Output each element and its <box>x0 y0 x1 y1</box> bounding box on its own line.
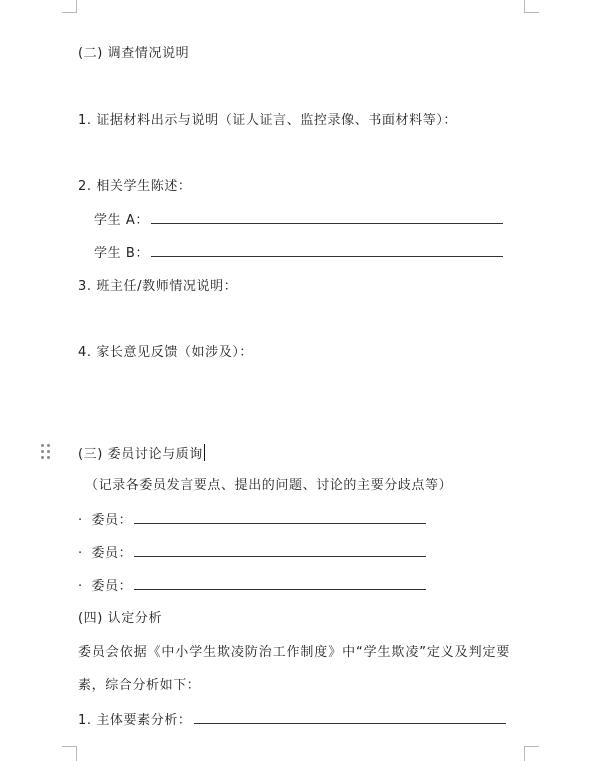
section-2-item-3[interactable]: 3. 班主任/教师情况说明： <box>78 279 238 294</box>
crop-mark-top-right <box>524 0 539 13</box>
member-line[interactable] <box>78 511 426 530</box>
section-4-item-1-blank[interactable] <box>194 711 506 724</box>
member-blank[interactable] <box>134 544 426 557</box>
section-4-item-1-label: 1. 主体要素分析： <box>78 713 192 728</box>
section-4-paragraph-line-2[interactable]: 素，综合分析如下： <box>78 678 201 693</box>
drag-handle-icon[interactable] <box>41 444 51 460</box>
student-b-blank[interactable] <box>151 244 503 257</box>
section-4-item-1-line[interactable] <box>78 711 506 730</box>
crop-mark-bottom-left <box>62 746 77 761</box>
list-bullet: · <box>78 579 83 594</box>
list-bullet: · <box>78 546 83 561</box>
crop-mark-top-left <box>62 0 77 13</box>
section-4-heading[interactable]: (四) 认定分析 <box>78 611 163 626</box>
section-2-item-2[interactable]: 2. 相关学生陈述： <box>78 179 192 194</box>
crop-mark-bottom-right <box>524 746 539 761</box>
member-blank[interactable] <box>134 511 426 524</box>
list-bullet: · <box>78 513 83 528</box>
member-label: 委员： <box>91 546 133 561</box>
student-b-label: 学生 B： <box>94 246 150 261</box>
student-a-line[interactable] <box>94 211 503 230</box>
section-3-heading: (三) 委员讨论与质询 <box>78 447 203 462</box>
section-4-paragraph-line-1[interactable]: 委员会依据《中小学生欺凌防治工作制度》中“学生欺凌”定义及判定要 <box>78 645 511 660</box>
student-b-line[interactable] <box>94 244 503 263</box>
section-2-item-1[interactable]: 1. 证据材料出示与说明（证人证言、监控录像、书面材料等）： <box>78 113 458 128</box>
text-cursor <box>204 444 205 461</box>
member-line[interactable] <box>78 544 426 563</box>
member-label: 委员： <box>91 513 133 528</box>
section-3-heading-line[interactable] <box>78 444 205 464</box>
section-2-heading[interactable]: (二) 调查情况说明 <box>78 46 190 61</box>
member-label: 委员： <box>91 579 133 594</box>
student-a-blank[interactable] <box>151 211 503 224</box>
student-a-label: 学生 A： <box>94 213 150 228</box>
section-2-item-4[interactable]: 4. 家长意见反馈（如涉及）： <box>78 345 254 360</box>
section-3-note[interactable]: （记录各委员发言要点、提出的问题、讨论的主要分歧点等） <box>85 478 453 493</box>
member-blank[interactable] <box>134 577 426 590</box>
member-line[interactable] <box>78 577 426 596</box>
